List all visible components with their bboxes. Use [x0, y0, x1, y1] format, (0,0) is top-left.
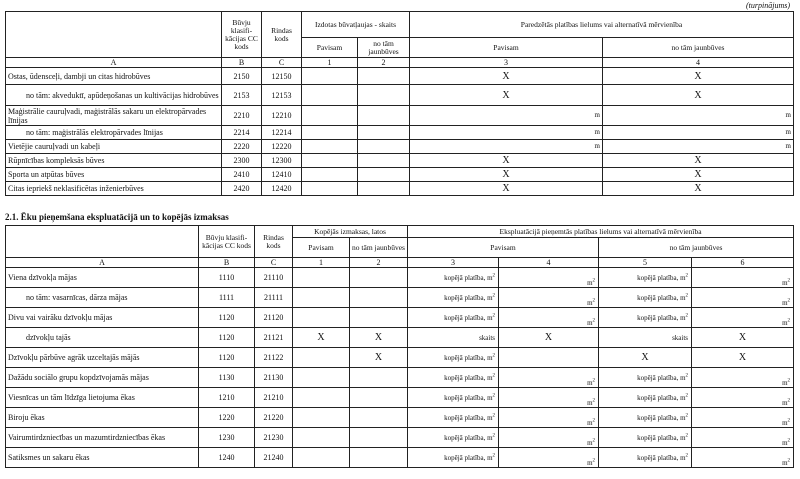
accepted-new-unit: $m^2$ [692, 308, 794, 328]
unit-m2: m [587, 399, 593, 407]
cc-code: 1111 [199, 288, 255, 308]
row-name: Satiksmes un sakaru ēkas [6, 448, 199, 468]
row-code: 12300 [262, 154, 302, 168]
accepted-total-unit [499, 348, 599, 368]
area-label: kopējā platība, m [444, 273, 493, 282]
area-label: kopējā platība, m [444, 293, 493, 302]
row-code: 21110 [255, 268, 293, 288]
section-title: 2.1. Ēku pieņemšana ekspluatācijā un to kopējās izmaksas [5, 212, 229, 222]
header-new-2: no tām jaunbūves [603, 38, 794, 58]
cc-code: 2300 [222, 154, 262, 168]
planned-new: m [603, 126, 794, 140]
row-code: 12420 [262, 182, 302, 196]
area-label: kopējā platība, m [444, 413, 493, 422]
header-name [6, 12, 222, 58]
table-row [6, 126, 794, 140]
issued-new [358, 154, 410, 168]
accepted-total-unit: $m^2$ [499, 428, 599, 448]
row-name: no tām: akveduktī, apūdeņošanas un kultivācijas hidrobūves [6, 85, 222, 106]
col-letter: 6 [692, 258, 794, 268]
col-letter: 1 [302, 58, 358, 68]
costs-new [350, 288, 408, 308]
row-name: Dzīvokļu pārbūve agrāk uzceltajās mājās [6, 348, 199, 368]
cc-code: 2410 [222, 168, 262, 182]
unit-m2: m [782, 299, 788, 307]
planned-total: X [410, 85, 603, 106]
accepted-new-label: kopējā platība, $m^2$ [599, 308, 692, 328]
accepted-total-unit: $m^2$ [499, 448, 599, 468]
issued-total [302, 85, 358, 106]
accepted-total-label: skaits [408, 328, 499, 348]
header-total-2: Pavisam [408, 238, 599, 258]
accepted-total-label: kopējā platība, $m^2$ [408, 348, 499, 368]
table-row [6, 68, 794, 85]
issued-total [302, 154, 358, 168]
table-row [6, 428, 794, 448]
accepted-new-unit: X [692, 348, 794, 368]
unit-m2: m [587, 299, 593, 307]
col-letter: A [6, 258, 199, 268]
accepted-total-unit: $m^2$ [499, 268, 599, 288]
issued-new [358, 168, 410, 182]
cc-code: 1120 [199, 328, 255, 348]
buildings-accepted-table [5, 225, 794, 468]
area-label: kopējā platība, m [637, 453, 686, 462]
planned-new: X [603, 168, 794, 182]
issued-new [358, 68, 410, 85]
accepted-total-label: kopējā platība, $m^2$ [408, 288, 499, 308]
table-row [6, 85, 794, 106]
costs-new [350, 448, 408, 468]
cc-code: 2210 [222, 106, 262, 126]
cc-code: 1120 [199, 308, 255, 328]
planned-new: X [603, 68, 794, 85]
accepted-new-label: X [599, 348, 692, 368]
accepted-total-unit: $m^2$ [499, 308, 599, 328]
table-row [6, 408, 794, 428]
costs-new [350, 268, 408, 288]
table-row [6, 268, 794, 288]
costs-total [293, 388, 350, 408]
costs-total [293, 268, 350, 288]
continued-label: (turpinājums) [746, 1, 790, 10]
costs-total [293, 288, 350, 308]
unit-m2: m [782, 459, 788, 467]
area-label: kopējā platība, m [444, 373, 493, 382]
unit-m2: m [782, 279, 788, 287]
issued-new [358, 106, 410, 126]
unit-m2: m [782, 419, 788, 427]
planned-total: X [410, 168, 603, 182]
cc-code: 2220 [222, 140, 262, 154]
costs-new: X [350, 348, 408, 368]
building-permits-table [5, 11, 794, 196]
table-row [6, 308, 794, 328]
header-issued-permits: Izdotas būvatļaujas - skaits [302, 12, 410, 38]
costs-total: X [293, 328, 350, 348]
col-letter: 3 [410, 58, 603, 68]
header-new-2: no tām jaunbūves [599, 238, 794, 258]
row-code: 12220 [262, 140, 302, 154]
unit-m2: m [587, 459, 593, 467]
accepted-total-label: kopējā platība, $m^2$ [408, 428, 499, 448]
header-name [6, 226, 199, 258]
planned-new: X [603, 85, 794, 106]
table-row [6, 448, 794, 468]
col-letter: C [255, 258, 293, 268]
area-label: kopējā platība, m [444, 393, 493, 402]
accepted-new-unit: $m^2$ [692, 428, 794, 448]
unit-m2: m [587, 319, 593, 327]
row-code: 21210 [255, 388, 293, 408]
col-letter: A [6, 58, 222, 68]
row-code: 21230 [255, 428, 293, 448]
row-name: Biroju ēkas [6, 408, 199, 428]
cc-code: 2153 [222, 85, 262, 106]
col-letter: C [262, 58, 302, 68]
row-code: 21120 [255, 308, 293, 328]
header-total-2: Pavisam [410, 38, 603, 58]
table-row [6, 388, 794, 408]
cc-code: 1110 [199, 268, 255, 288]
costs-new [350, 408, 408, 428]
cc-code: 2150 [222, 68, 262, 85]
area-label: kopējā platība, m [637, 373, 686, 382]
accepted-total-unit: $m^2$ [499, 408, 599, 428]
header-cc-code: Būvju klasifi-kācijas CC kods [222, 12, 262, 58]
header-row-code: Rindas kods [262, 12, 302, 58]
planned-total: m [410, 126, 603, 140]
issued-total [302, 168, 358, 182]
row-name: Ostas, ūdensceļi, dambji un citas hidrobūves [6, 68, 222, 85]
col-letter: 1 [293, 258, 350, 268]
accepted-new-label: kopējā platība, $m^2$ [599, 388, 692, 408]
row-name: Divu vai vairāku dzīvokļu mājas [6, 308, 199, 328]
costs-new: X [350, 328, 408, 348]
header-cc-code: Būvju klasifi-kācijas CC kods [199, 226, 255, 258]
header-planned-area: Paredzētās platības lielums vai alternatīvā mērvienība [410, 12, 794, 38]
area-label: kopējā platība, m [637, 433, 686, 442]
planned-new: m [603, 140, 794, 154]
costs-total [293, 308, 350, 328]
row-code: 12150 [262, 68, 302, 85]
planned-total: m [410, 140, 603, 154]
table-row [6, 328, 794, 348]
issued-total [302, 140, 358, 154]
header-total-costs: Kopējās izmaksas, latos [293, 226, 408, 238]
costs-new [350, 368, 408, 388]
issued-total [302, 182, 358, 196]
unit-m2: m [782, 379, 788, 387]
col-letter: 4 [499, 258, 599, 268]
row-name: Vietējie cauruļvadi un kabeļi [6, 140, 222, 154]
row-name: no tām: vasarnīcas, dārza mājas [6, 288, 199, 308]
unit-m2: m [782, 439, 788, 447]
table-row [6, 168, 794, 182]
accepted-total-label: kopējā platība, $m^2$ [408, 308, 499, 328]
row-name: no tām: maģistrālās elektropārvades līnijas [6, 126, 222, 140]
issued-total [302, 106, 358, 126]
row-name: Viena dzīvokļa mājas [6, 268, 199, 288]
row-name: Maģistrālie cauruļvadi, maģistrālās sakaru un elektropārvades līnijas [6, 106, 222, 126]
accepted-total-label: kopējā platība, $m^2$ [408, 388, 499, 408]
accepted-new-unit: X [692, 328, 794, 348]
cc-code: 2420 [222, 182, 262, 196]
area-label: kopējā platība, m [444, 433, 493, 442]
accepted-total-unit: $m^2$ [499, 368, 599, 388]
row-code: 12210 [262, 106, 302, 126]
area-label: kopējā platība, m [637, 293, 686, 302]
table-row [6, 288, 794, 308]
table-row [6, 348, 794, 368]
planned-total: X [410, 154, 603, 168]
header-new-1: no tām jaunbūves [350, 238, 408, 258]
area-label: kopējā platība, m [444, 353, 493, 362]
area-label: kopējā platība, m [637, 273, 686, 282]
planned-new: X [603, 154, 794, 168]
accepted-new-unit: $m^2$ [692, 288, 794, 308]
row-name: Citas iepriekš neklasificētas inženierbūves [6, 182, 222, 196]
accepted-new-label: skaits [599, 328, 692, 348]
table-row [6, 106, 794, 126]
unit-m2: m [587, 419, 593, 427]
planned-total: m [410, 106, 603, 126]
unit-m2: m [587, 439, 593, 447]
row-code: 12153 [262, 85, 302, 106]
col-letter: 5 [599, 258, 692, 268]
issued-new [358, 182, 410, 196]
header-total-1: Pavisam [293, 238, 350, 258]
issued-new [358, 126, 410, 140]
row-name: Dažādu sociālo grupu kopdzīvojamās mājas [6, 368, 199, 388]
accepted-total-label: kopējā platība, $m^2$ [408, 448, 499, 468]
accepted-total-label: kopējā platība, $m^2$ [408, 268, 499, 288]
row-code: 12410 [262, 168, 302, 182]
accepted-new-unit: $m^2$ [692, 268, 794, 288]
cc-code: 1220 [199, 408, 255, 428]
row-code: 21130 [255, 368, 293, 388]
accepted-total-label: kopējā platība, $m^2$ [408, 368, 499, 388]
table-row [6, 182, 794, 196]
issued-total [302, 68, 358, 85]
issued-total [302, 126, 358, 140]
area-label: kopējā platība, m [444, 453, 493, 462]
header-new-1: no tām jaunbūves [358, 38, 410, 58]
cc-code: 2214 [222, 126, 262, 140]
col-letter: 2 [358, 58, 410, 68]
cc-code: 1120 [199, 348, 255, 368]
costs-total [293, 448, 350, 468]
col-letter: 3 [408, 258, 499, 268]
planned-new: X [603, 182, 794, 196]
accepted-total-unit: $m^2$ [499, 288, 599, 308]
col-letter: B [222, 58, 262, 68]
accepted-new-label: kopējā platība, $m^2$ [599, 288, 692, 308]
area-label: kopējā platība, m [637, 413, 686, 422]
accepted-new-label: kopējā platība, $m^2$ [599, 428, 692, 448]
cc-code: 1210 [199, 388, 255, 408]
costs-total [293, 408, 350, 428]
unit-m2: m [782, 319, 788, 327]
unit-m2: m [782, 399, 788, 407]
table-row [6, 140, 794, 154]
area-label: kopējā platība, m [637, 393, 686, 402]
row-code: 12214 [262, 126, 302, 140]
planned-new: m [603, 106, 794, 126]
issued-new [358, 140, 410, 154]
accepted-new-unit: $m^2$ [692, 448, 794, 468]
col-letter: 4 [603, 58, 794, 68]
row-name: dzīvokļu tajās [6, 328, 199, 348]
accepted-total-unit: X [499, 328, 599, 348]
costs-total [293, 368, 350, 388]
accepted-new-label: kopējā platība, $m^2$ [599, 268, 692, 288]
accepted-total-label: kopējā platība, $m^2$ [408, 408, 499, 428]
col-letter: 2 [350, 258, 408, 268]
costs-new [350, 428, 408, 448]
header-accepted-area: Ekspluatācijā pieņemtās platības lielums vai alternatīvā mērvienība [408, 226, 794, 238]
accepted-new-unit: $m^2$ [692, 408, 794, 428]
issued-new [358, 85, 410, 106]
area-label: kopējā platība, m [637, 313, 686, 322]
accepted-new-label: kopējā platība, $m^2$ [599, 448, 692, 468]
row-code: 21240 [255, 448, 293, 468]
row-name: Vairumtirdzniecības un mazumtirdzniecības ēkas [6, 428, 199, 448]
cc-code: 1130 [199, 368, 255, 388]
planned-total: X [410, 182, 603, 196]
table-row [6, 154, 794, 168]
planned-total: X [410, 68, 603, 85]
row-code: 21111 [255, 288, 293, 308]
accepted-new-unit: $m^2$ [692, 388, 794, 408]
accepted-new-label: kopējā platība, $m^2$ [599, 408, 692, 428]
unit-m2: m [587, 279, 593, 287]
accepted-new-unit: $m^2$ [692, 368, 794, 388]
accepted-new-label: kopējā platība, $m^2$ [599, 368, 692, 388]
row-name: Viesnīcas un tām līdzīga lietojuma ēkas [6, 388, 199, 408]
row-name: Rūpnīcības kompleksās būves [6, 154, 222, 168]
costs-new [350, 388, 408, 408]
cc-code: 1240 [199, 448, 255, 468]
row-code: 21122 [255, 348, 293, 368]
col-letter: B [199, 258, 255, 268]
header-row-code: Rindas kods [255, 226, 293, 258]
costs-new [350, 308, 408, 328]
row-code: 21121 [255, 328, 293, 348]
area-label: kopējā platība, m [444, 313, 493, 322]
header-total-1: Pavisam [302, 38, 358, 58]
unit-m2: m [587, 379, 593, 387]
accepted-total-unit: $m^2$ [499, 388, 599, 408]
cc-code: 1230 [199, 428, 255, 448]
costs-total [293, 348, 350, 368]
row-name: Sporta un atpūtas būves [6, 168, 222, 182]
table-row [6, 368, 794, 388]
costs-total [293, 428, 350, 448]
row-code: 21220 [255, 408, 293, 428]
